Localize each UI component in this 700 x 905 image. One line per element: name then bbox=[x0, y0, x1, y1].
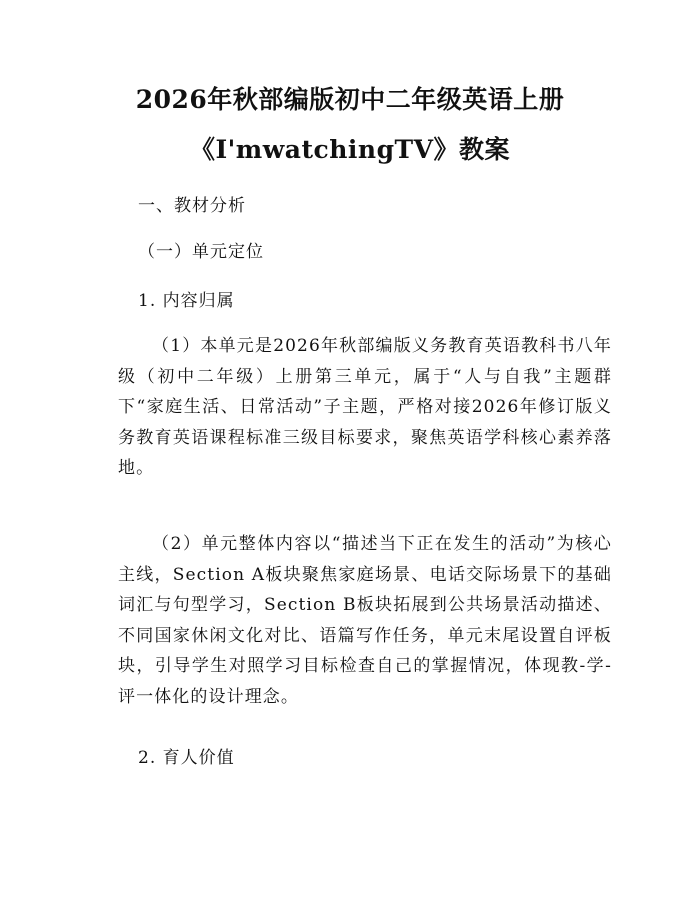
paragraph-unit-overview: （1）本单元是2026年秋部编版义务教育英语教科书八年级（初中二年级）上册第三单元，属于“人与自我”主题群下“家庭生活、日常活动”子主题，严格对接2026年修订版义务教育英语课程标准三级目标要求，聚焦英语学科核心素养落地。 bbox=[118, 336, 612, 478]
item-heading-educational-value: 2. 育人价值 bbox=[138, 748, 235, 768]
section-heading-textbook-analysis: 一、教材分析 bbox=[138, 196, 246, 216]
document-title-line-2: 《I'mwatchingTV》教案 bbox=[189, 135, 511, 164]
item-heading-content-attribution: 1. 内容归属 bbox=[138, 291, 235, 311]
document-title-line-1: 2026年秋部编版初中二年级英语上册 bbox=[135, 85, 565, 114]
paragraph-unit-structure: （2）单元整体内容以“描述当下正在发生的活动”为核心主线，Section A板块聚焦家庭场景、电话交际场景下的基础词汇与句型学习，Section B板块拓展到公共场景活动描述、不同国家休闲文化对比、语篇写作任务，单元末尾设置自评板块，引导学生对照学习目标检查自己的掌握情况，体现教-学-评一体化的设计理念。 bbox=[118, 534, 612, 707]
subsection-heading-unit-positioning: （一）单元定位 bbox=[138, 242, 264, 262]
